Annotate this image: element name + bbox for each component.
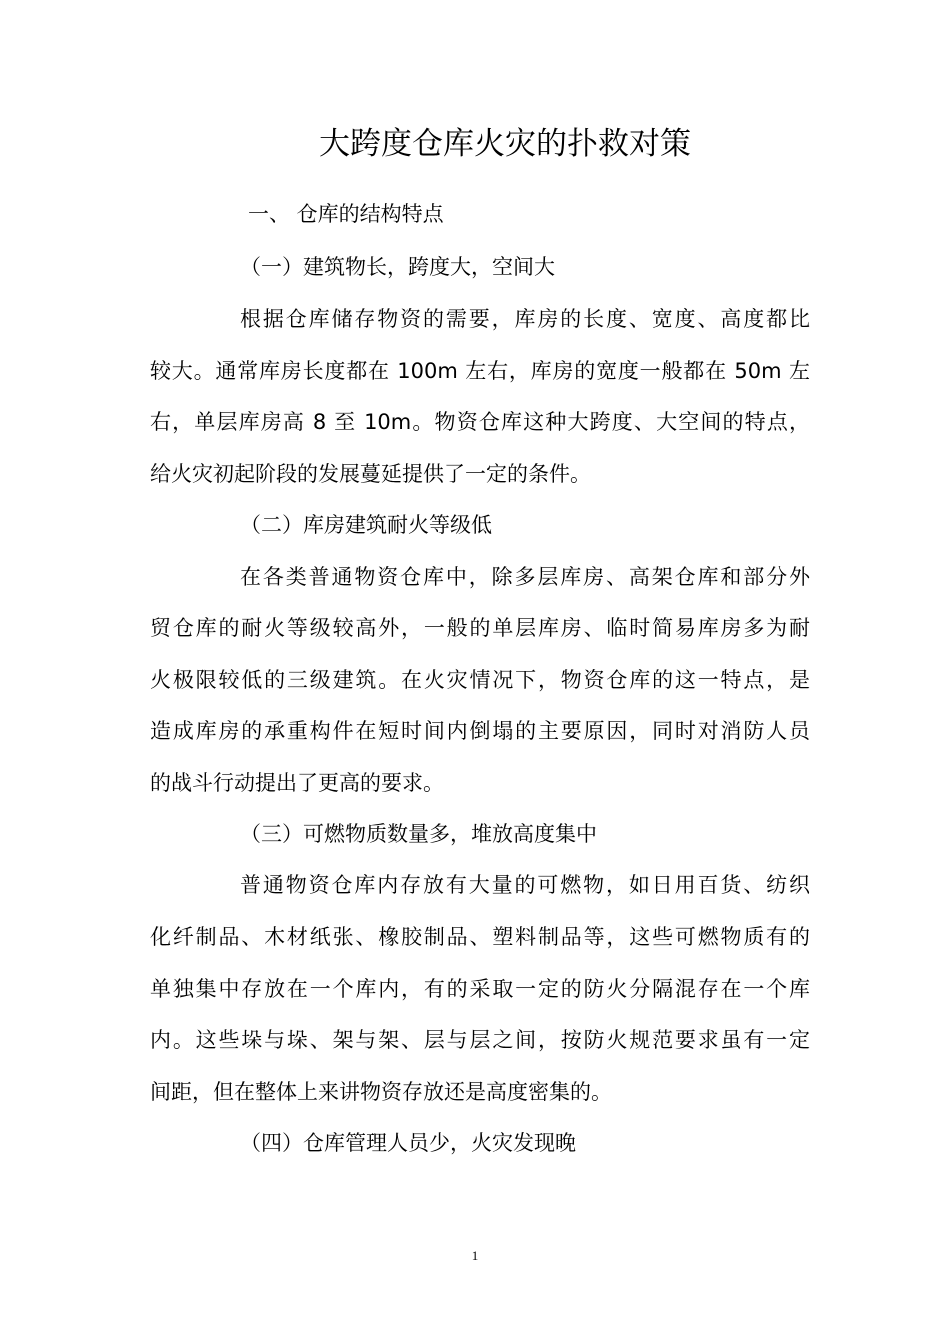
paragraph-line: 给火灾初起阶段的发展蔓延提供了一定的条件。 (150, 462, 591, 486)
paragraph-line: 普通物资仓库内存放有大量的可燃物，如日用百货、纺织 (240, 873, 810, 897)
paragraph-line: 间距，但在整体上来讲物资存放还是高度密集的。 (150, 1080, 612, 1104)
document-title: 大跨度仓库火灾的扑救对策 (319, 126, 691, 162)
subsection-heading: （二）库房建筑耐火等级低 (240, 513, 492, 537)
paragraph-line: 较大。通常库房长度都在 100m 左右，库房的宽度一般都在 50m 左 (150, 359, 810, 383)
paragraph-line: 单独集中存放在一个库内，有的采取一定的防火分隔混存在一个库 (150, 977, 810, 1001)
paragraph-line: 在各类普通物资仓库中，除多层库房、高架仓库和部分外 (240, 565, 810, 589)
paragraph-line: 化纤制品、木材纸张、橡胶制品、塑料制品等，这些可燃物质有的 (150, 925, 810, 949)
paragraph-line: 右，单层库房高 8 至 10m。物资仓库这种大跨度、大空间的特点， (150, 410, 810, 434)
paragraph-line: 贸仓库的耐火等级较高外，一般的单层库房、临时简易库房多为耐 (150, 616, 810, 640)
paragraph-line: 的战斗行动提出了更高的要求。 (150, 771, 444, 795)
paragraph-line: 根据仓库储存物资的需要，库房的长度、宽度、高度都比 (240, 307, 810, 331)
paragraph-line: 火极限较低的三级建筑。在火灾情况下，物资仓库的这一特点，是 (150, 668, 810, 692)
subsection-heading: （三）可燃物质数量多，堆放高度集中 (240, 822, 597, 846)
paragraph-line: 内。这些垛与垛、架与架、层与层之间，按防火规范要求虽有一定 (150, 1028, 810, 1052)
subsection-heading: （四）仓库管理人员少，火灾发现晚 (240, 1131, 576, 1155)
page-number: 1 (471, 1248, 479, 1263)
subsection-heading: （一）建筑物长，跨度大，空间大 (240, 255, 555, 279)
section-heading: 一、 仓库的结构特点 (248, 202, 444, 226)
paragraph-line: 造成库房的承重构件在短时间内倒塌的主要原因，同时对消防人员 (150, 719, 810, 743)
